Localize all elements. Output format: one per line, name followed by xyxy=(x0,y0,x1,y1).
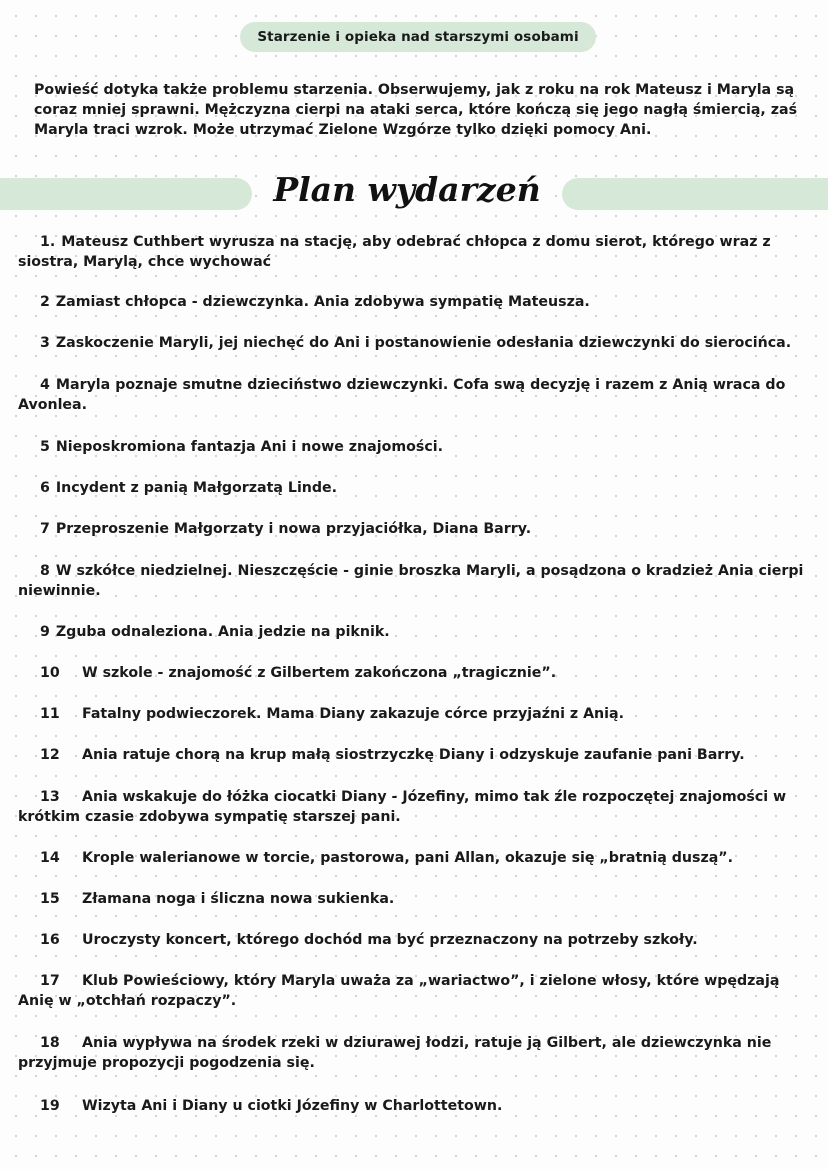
event-number: 5 xyxy=(40,439,50,455)
event-text: Przeproszenie Małgorzaty i nowa przyjaciółka, Diana Barry. xyxy=(55,521,532,537)
event-text: Ania ratuje chorą na krup małą siostrzyczkę Diany i odzyskuje zaufanie pani Barry. xyxy=(82,747,745,763)
intro-paragraph: Powieść dotyka także problemu starzenia. Obserwujemy, jak z roku na rok Mateusz i Maryla są coraz mniej sprawni. Mężczyzna cierpi na ataki serca, które kończą się jego nagłą śmiercią, zaś Maryla traci wzrok. Może utrzymać Zielone Wzgórze tylko dzięki pomocy Ani. xyxy=(34,82,798,138)
event-item xyxy=(18,478,804,498)
event-text: Zamiast chłopca - dziewczynka. Ania zdobywa sympatię Mateusza. xyxy=(55,294,590,310)
event-item xyxy=(18,930,804,950)
event-text: Ania wypływa na środek rzeki w dziurawej łodzi, ratuje ją Gilbert, ale dziewczynka nie przyjmuje propozycji pogodzenia się. xyxy=(18,1035,772,1071)
event-text: Mateusz Cuthbert wyrusza na stację, aby odebrać chłopca z domu sierot, którego wraz z siostra, Marylą, chce wychować xyxy=(18,234,771,270)
section-heading-pill xyxy=(240,22,596,52)
event-text: Złamana noga i śliczna nowa sukienka. xyxy=(82,891,395,907)
event-item xyxy=(18,787,804,827)
event-number: 13 xyxy=(40,789,60,805)
event-number: 11 xyxy=(40,706,60,722)
event-item xyxy=(18,437,804,457)
event-number: 17 xyxy=(40,973,60,989)
event-item xyxy=(18,561,804,601)
event-number: 1. xyxy=(40,234,56,250)
event-item xyxy=(18,971,804,1011)
event-item xyxy=(18,1096,804,1116)
event-text: Krople walerianowe w torcie, pastorowa, pani Allan, okazuje się „bratnią duszą”. xyxy=(82,850,733,866)
event-number: 3 xyxy=(40,335,50,351)
event-number: 16 xyxy=(40,932,60,948)
event-number: 18 xyxy=(40,1035,60,1051)
title-band-right xyxy=(562,178,828,210)
event-item xyxy=(18,745,804,765)
event-item xyxy=(18,1033,804,1073)
section-title: Starzenie i opieka nad starszymi osobami xyxy=(257,29,579,45)
event-number: 4 xyxy=(40,377,50,393)
event-text: Incydent z panią Małgorzatą Linde. xyxy=(55,480,338,496)
event-item xyxy=(18,333,804,353)
event-item xyxy=(18,663,804,683)
plan-title: Plan wydarzeń xyxy=(273,170,541,209)
event-item xyxy=(18,704,804,724)
event-text: Uroczysty koncert, którego dochód ma być przeznaczony na potrzeby szkoły. xyxy=(82,932,698,948)
event-item xyxy=(18,519,804,539)
event-number: 6 xyxy=(40,480,50,496)
event-number: 8 xyxy=(40,563,50,579)
event-text: Nieposkromiona fantazja Ani i nowe znajomości. xyxy=(55,439,443,455)
event-item xyxy=(18,622,804,642)
event-number: 2 xyxy=(40,294,50,310)
event-text: Zguba odnaleziona. Ania jedzie na piknik. xyxy=(55,624,390,640)
event-number: 12 xyxy=(40,747,60,763)
event-number: 15 xyxy=(40,891,60,907)
event-text: Klub Powieściowy, który Maryla uważa za „wariactwo”, i zielone włosy, które wpędzają Anię w „otchłań rozpaczy”. xyxy=(18,973,780,1009)
event-number: 19 xyxy=(40,1098,60,1114)
event-number: 10 xyxy=(40,665,60,681)
event-number: 7 xyxy=(40,521,50,537)
event-item xyxy=(18,232,804,272)
event-text: Zaskoczenie Maryli, jej niechęć do Ani i postanowienie odesłania dziewczynki do sierocińca. xyxy=(55,335,792,351)
event-text: Fatalny podwieczorek. Mama Diany zakazuje córce przyjaźni z Anią. xyxy=(82,706,624,722)
title-band-left xyxy=(0,178,252,210)
event-text: Maryla poznaje smutne dzieciństwo dziewczynki. Cofa swą decyzję i razem z Anią wraca do Avonlea. xyxy=(18,377,786,413)
event-item xyxy=(18,375,804,415)
event-text: Ania wskakuje do łóżka ciocatki Diany - Józefiny, mimo tak źle rozpoczętej znajomości w krótkim czasie zdobywa sympatię starszej pani. xyxy=(18,789,787,825)
event-item xyxy=(18,848,804,868)
event-item xyxy=(18,889,804,909)
event-item xyxy=(18,292,804,312)
event-number: 9 xyxy=(40,624,50,640)
event-text: Wizyta Ani i Diany u ciotki Józefiny w Charlottetown. xyxy=(82,1098,503,1114)
event-number: 14 xyxy=(40,850,60,866)
event-text: W szkole - znajomość z Gilbertem zakończona „tragicznie”. xyxy=(82,665,557,681)
event-text: W szkółce niedzielnej. Nieszczęście - ginie broszka Maryli, a posądzona o kradzież Ania cierpi niewinnie. xyxy=(18,563,804,599)
